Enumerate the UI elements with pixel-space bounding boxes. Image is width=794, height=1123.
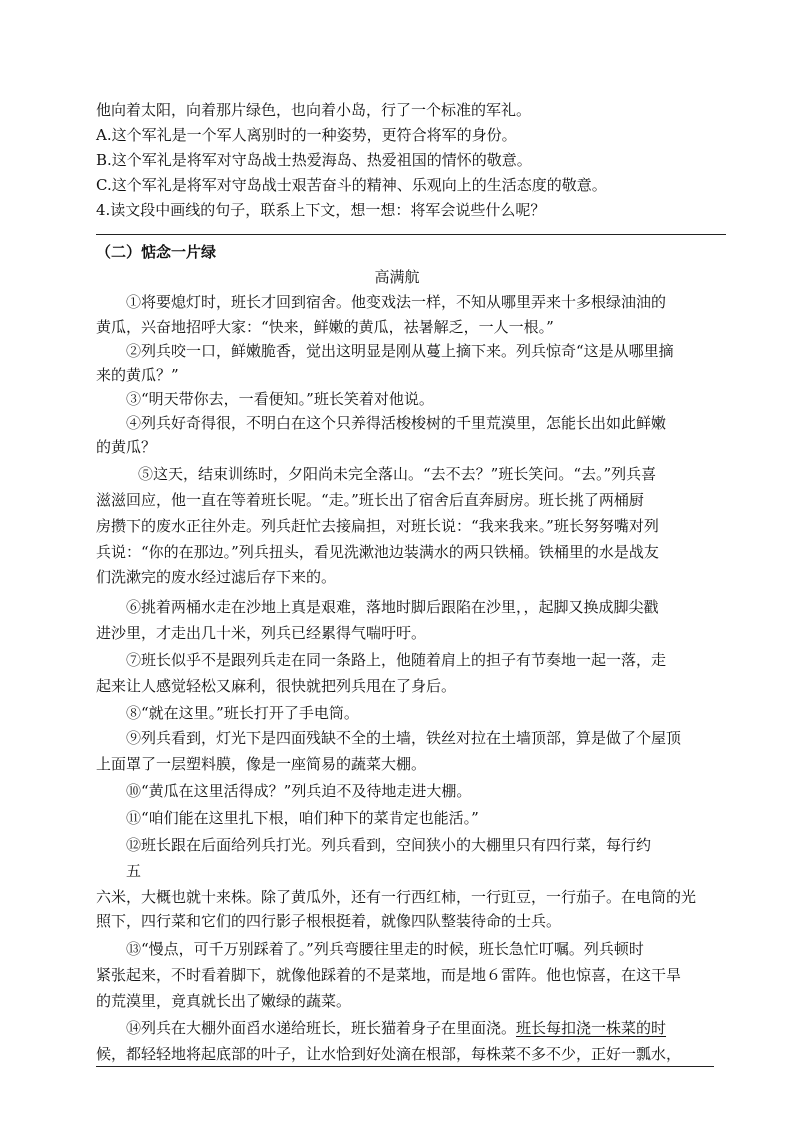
paragraph-9-line-1: ⑨列兵看到，灯光下是四面残缺不全的土墙，铁丝对拉在土墙顶部，算是做了个屋顶 bbox=[126, 729, 682, 747]
paragraph-14-plain-text: ⑭列兵在大棚外面舀水递给班长，班长猫着身子在里面浇。 bbox=[126, 1019, 517, 1037]
section-divider bbox=[96, 234, 726, 235]
paragraph-14-line-2: 候，都轻轻地将起底部的叶子，让水恰到好处滴在根部，每株菜不多不少，正好一瓢水， bbox=[96, 1045, 682, 1063]
underlined-sentence-start: 班长每扣浇一株菜的时 bbox=[516, 1019, 667, 1037]
paragraph-2-line-2: 来的黄瓜？” bbox=[96, 366, 179, 384]
paragraph-4-line-2: 的黄瓜？ bbox=[96, 438, 157, 456]
paragraph-5-line-5: 们洗漱完的废水经过滤后存下来的。 bbox=[96, 568, 337, 586]
section-title: （二）惦念一片绿 bbox=[96, 243, 217, 261]
paragraph-13-line-1: ⑬“慢点，可千万别踩着了。”列兵弯腰往里走的时候，班长急忙叮嘱。列兵顿时 bbox=[126, 940, 644, 958]
paragraph-7-line-1: ⑦班长似乎不是跟列兵走在同一条路上，他随着肩上的担子有节奏地一起一落，走 bbox=[126, 651, 667, 669]
paragraph-13-line-2: 紧张起来，不时看着脚下，就像他踩着的不是菜地，而是地６雷阵。他也惊喜，在这干旱 bbox=[96, 966, 682, 984]
paragraph-12-line-1: ⑫班长跟在后面给列兵打光。列兵看到，空间狭小的大棚里只有四行菜，每行约 bbox=[126, 836, 652, 854]
paragraph-5-line-1: ⑤这天，结束训练时，夕阳尚未完全落山。“去不去？”班长笑问。“去。”列兵喜 bbox=[138, 465, 657, 483]
paragraph-9-line-2: 上面罩了一层塑料膜，像是一座简易的蔬菜大棚。 bbox=[96, 755, 427, 773]
paragraph-1-line-2: 黄瓜，兴奋地招呼大家：“快来，鲜嫩的黄瓜，祛暑解乏，一人一根。” bbox=[96, 318, 554, 336]
paragraph-5-line-2: 滋滋回应，他一直在等着班长呢。“走。”班长出了宿舍后直奔厨房。班长挑了两桶厨 bbox=[96, 491, 644, 509]
paragraph-10: ⑩“黄瓜在这里活得成？”列兵迫不及待地走进大棚。 bbox=[126, 782, 472, 800]
paragraph-12-line-2: 五 bbox=[126, 862, 142, 880]
paragraph-5-line-3: 房攒下的废水正往外走。列兵赶忙去接扁担，对班长说：“我来我来。”班长努努嘴对列 bbox=[96, 517, 659, 535]
paragraph-7-line-2: 起来让人感觉轻松又麻利，很快就把列兵甩在了身后。 bbox=[96, 677, 457, 695]
paragraph-4-line-1: ④列兵好奇得很，不明白在这个只养得活梭梭树的千里荒漠里，怎能长出如此鲜嫩 bbox=[126, 414, 667, 432]
option-c: C.这个军礼是将军对守岛战士艰苦奋斗的精神、乐观向上的生活态度的敬意。 bbox=[96, 176, 607, 194]
paragraph-12-line-3: 六米，大概也就十来株。除了黄瓜外，还有一行西红柿，一行豇豆，一行茄子。在电筒的光 bbox=[96, 888, 697, 906]
paragraph-12-line-4: 照下，四行菜和它们的四行影子根根挺着，就像四队整装待命的士兵。 bbox=[96, 912, 562, 930]
option-b: B.这个军礼是将军对守岛战士热爱海岛、热爱祖国的情怀的敬意。 bbox=[96, 151, 532, 169]
paragraph-2-line-1: ②列兵咬一口，鲜嫩脆香，觉出这明显是刚从蔓上摘下来。列兵惊奇“这是从哪里摘 bbox=[126, 342, 674, 360]
question-4: 4.读文段中画线的句子，联系上下文，想一想：将军会说些什么呢？ bbox=[96, 201, 546, 219]
paragraph-11: ⑪“咱们能在这里扎下根，咱们种下的菜肯定也能活。” bbox=[126, 809, 479, 827]
option-a: A.这个军礼是一个军人离别时的一种姿势，更符合将军的身份。 bbox=[96, 126, 517, 144]
paragraph-3: ③“明天带你去，一看便知。”班长笑着对他说。 bbox=[126, 390, 434, 408]
author: 高满航 bbox=[374, 268, 420, 286]
paragraph-6-line-1: ⑥挑着两桶水走在沙地上真是艰难，落地时脚后跟陷在沙里，，起脚又换成脚尖戳 bbox=[126, 598, 659, 616]
underline-marker bbox=[96, 1066, 714, 1067]
paragraph-14-line-1 bbox=[126, 1018, 666, 1038]
paragraph-13-line-3: 的荒漠里，竟真就长出了嫩绿的蔬菜。 bbox=[96, 992, 352, 1010]
paragraph-1-line-1: ①将要熄灯时，班长才回到宿舍。他变戏法一样，不知从哪里弄来十多根绿油油的 bbox=[126, 293, 667, 311]
paragraph-8: ⑧“就在这里。”班长打开了手电筒。 bbox=[126, 704, 359, 722]
paragraph-5-line-4: 兵说：“你的在那边。”列兵扭头，看见洗漱池边装满水的两只铁桶。铁桶里的水是战友 bbox=[96, 543, 659, 561]
paragraph-6-line-2: 进沙里，才走出几十米，列兵已经累得气喘吁吁。 bbox=[96, 624, 427, 642]
question-3-tail: 他向着太阳，向着那片绿色，也向着小岛，行了一个标准的军礼。 bbox=[96, 101, 532, 119]
